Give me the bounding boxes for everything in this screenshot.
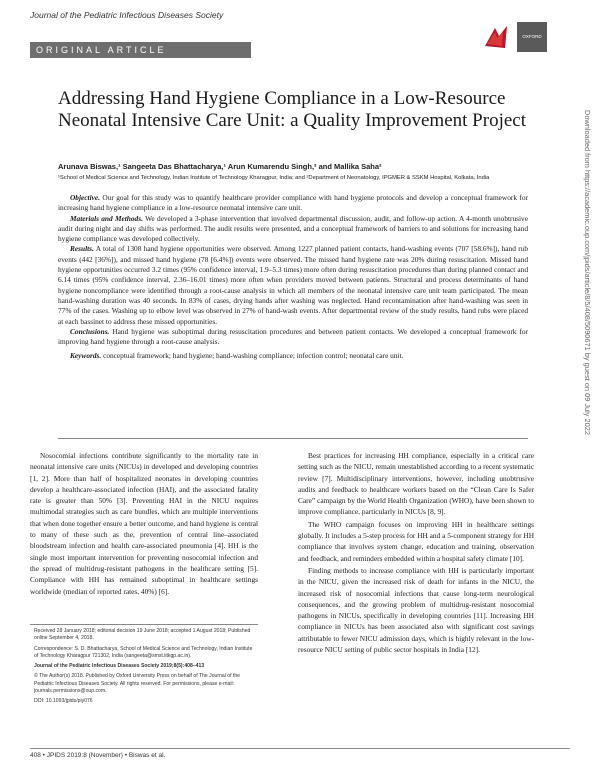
download-sidebar bbox=[584, 110, 594, 670]
objective-text: Our goal for this study was to quantify healthcare provider compliance with hand hygiene protocols and develop a conceptual framework for increasing hand hygiene compliance in a low-resource neonatal intensive care unit. bbox=[58, 193, 528, 213]
copyright: © The Author(s) 2018. Published by Oxford University Press on behalf of The Journal of the Pediatric Infectious Diseases Society. All rights reserved. For permissions, please e-mail: journals.permissions@oup.com. bbox=[34, 673, 241, 695]
article-type-banner: ORIGINAL ARTICLE bbox=[30, 42, 251, 58]
footnote-divider bbox=[30, 624, 258, 625]
conclusions-text: Hand hygiene was suboptimal during resuscitation procedures and between patient contacts. We developed a conceptual framework for improving hand hygiene through a root-cause analysis. bbox=[58, 326, 528, 347]
received-dates: Received 28 January 2018; editorial decision 19 June 2018; accepted 1 August 2018; Published online September 4, 2018. bbox=[34, 628, 251, 642]
society-logo bbox=[481, 22, 511, 52]
body-paragraph: Best practices for increasing HH compliance, especially in a critical care setting such as the NICU, remain unestablished according to a recent systematic review [7]. Multidisciplinary interventions, however, including unobtrusive audits and feedback to healthcare workers based on the “Clean Care Is Safer Care” campaign by the World Health Organization (WHO), have been shown to improve compliance, particularly in NICUs [8, 9]. bbox=[298, 451, 534, 517]
abstract-objective bbox=[58, 193, 528, 214]
body-paragraph: Finding methods to increase compliance with HH is particularly important in the NICU, given the increased risk of death for infants in the NICU, the increased risk of nosocomial infections that cause long-term neurological consequences, and the growing problem of multidrug-resistant nosocomial pathogens in NICUs, specifically in developing countries [11]. Increasing HH compliance in NICUs has been associated also with significant cost savings attributable to fewer NICU admission days, which is highly relevant in the low-resource NICU setting of public sector hospitals in India [12]. bbox=[298, 565, 534, 655]
abstract-keywords bbox=[58, 351, 528, 361]
methods-text: We developed a 3-phase intervention that involved departmental discussion, audit, and follow-up action. A 4-month unobtrusive audit during night and day shifts was performed. The audit results were presented, and a conceptual framework of barriers to and solutions for increasing hand hygiene compliance was developed collectively. bbox=[58, 213, 528, 244]
results-text: A total of 1308 hand hygiene opportunities were observed. Among 1227 planned patient contacts, hand-washing events (707 [58.6%]), hand rub events (442 [36%]), and missed hand hygiene (78 [6.4%]) events were observed. The missed hand hygiene rate was 20% during resuscitation. Missed hand hygiene opportunities occurred 3.2 times (95% confidence interval, 1.9–5.3 times) more often during resuscitation procedures than during planned contact and 6.14 times (95% confidence interval, 2.36–16.01 times) more often when providers moved between patients. Structural and process determinants of hand hygiene noncompliance were identified through a root-cause analysis in which all members of the neonatal intensive care unit team participated. The mean hand-washing duration was 40 seconds. In 83% of cases, drying hands after washing was neglected. Hand recontamination after hand-washing was seen in 77% of the cases. Washing up to elbow level was observed in 27% of hand-wash events. After departmental review of the study results, hand rubs were placed at each bassinet to address these missed opportunities. bbox=[58, 244, 528, 326]
oxford-logo: OXFORD bbox=[517, 22, 547, 52]
citation-line: Journal of the Pediatric Infectious Diseases Society 2019;8(5):408–413 bbox=[34, 663, 205, 670]
keywords-text: conceptual framework; hand hygiene; hand-washing compliance; infection control; neonatal care unit. bbox=[103, 351, 404, 361]
body-paragraph: The WHO campaign focuses on improving HH in healthcare settings globally. It includes a 5-step process for HH and a 5-component strategy for HH compliance that involves system change, education and training, observation and feedback, and reminders embedded within a hospital safety climate [10]. bbox=[298, 519, 534, 563]
objective-label: Objective. bbox=[70, 193, 100, 202]
footnotes bbox=[34, 628, 258, 709]
download-note[interactable]: Downloaded from https://academic.oup.com/jpids/article/8/5/408/5090671 by guest on 09 July 2022 bbox=[583, 110, 592, 435]
correspondence: Correspondence: S. D. Bhattacharya, School of Medical Science and Technology, Indian Institute of Technology Kharagpur 721302, India (sangeeta@smst.iitkgp.ac.in). bbox=[34, 645, 253, 659]
affiliations: ¹School of Medical Science and Technology, Indian Institute of Technology Kharagpur, India; and ²Department of Neonatology, IPGMER & SSKM Hospital, Kolkata, India bbox=[58, 175, 490, 181]
abstract-methods bbox=[58, 214, 528, 245]
keywords-label: Keywords. bbox=[70, 351, 102, 361]
page-footer: 408 • JPIDS 2019:8 (November) • Biswas et al. bbox=[30, 752, 166, 759]
conclusions-label: Conclusions. bbox=[70, 326, 110, 336]
body-column-right bbox=[298, 450, 534, 656]
abstract-results bbox=[58, 244, 528, 326]
body-column-left bbox=[30, 450, 258, 597]
article-title: Addressing Hand Hygiene Compliance in a Low-Resource Neonatal Intensive Care Unit: a Quality Improvement Project bbox=[58, 88, 526, 131]
footer-divider bbox=[30, 748, 570, 749]
journal-name: Journal of the Pediatric Infectious Diseases Society bbox=[30, 10, 224, 20]
abstract-conclusions bbox=[58, 327, 528, 348]
abstract bbox=[58, 193, 528, 362]
body-paragraph: Nosocomial infections contribute significantly to the mortality rate in neonatal intensive care units (NICUs) in developed and developing countries [1, 2]. More than half of hospitalized neonates in developing countries develop a healthcare-associated infection (HAI), and the associated fatality rate is greater than 50% [3]. Preventing HAI in the NICU requires multimodal strategies such as care bundles, which are multiple interventions that when done together ensure a better outcome, and hand hygiene is central to many of these such as the, prevention of central line–associated bloodstream infection and health care-associated pneumonia [4]. HH is the single most important intervention for preventing nosocomial infection and the spread of multidrug-resistant pathogens in the healthcare setting [5]. Compliance with HH has remained suboptimal in healthcare settings worldwide (median of reported rates, 40%) [6]. bbox=[30, 451, 258, 596]
methods-label: Materials and Methods. bbox=[70, 213, 143, 223]
results-label: Results. bbox=[70, 244, 94, 254]
abstract-divider bbox=[58, 438, 528, 439]
doi: DOI: 10.1093/jpids/piy076 bbox=[34, 698, 93, 705]
author-list: Arunava Biswas,¹ Sangeeta Das Bhattacharya,¹ Arun Kumarendu Singh,² and Mallika Saha² bbox=[58, 162, 382, 171]
